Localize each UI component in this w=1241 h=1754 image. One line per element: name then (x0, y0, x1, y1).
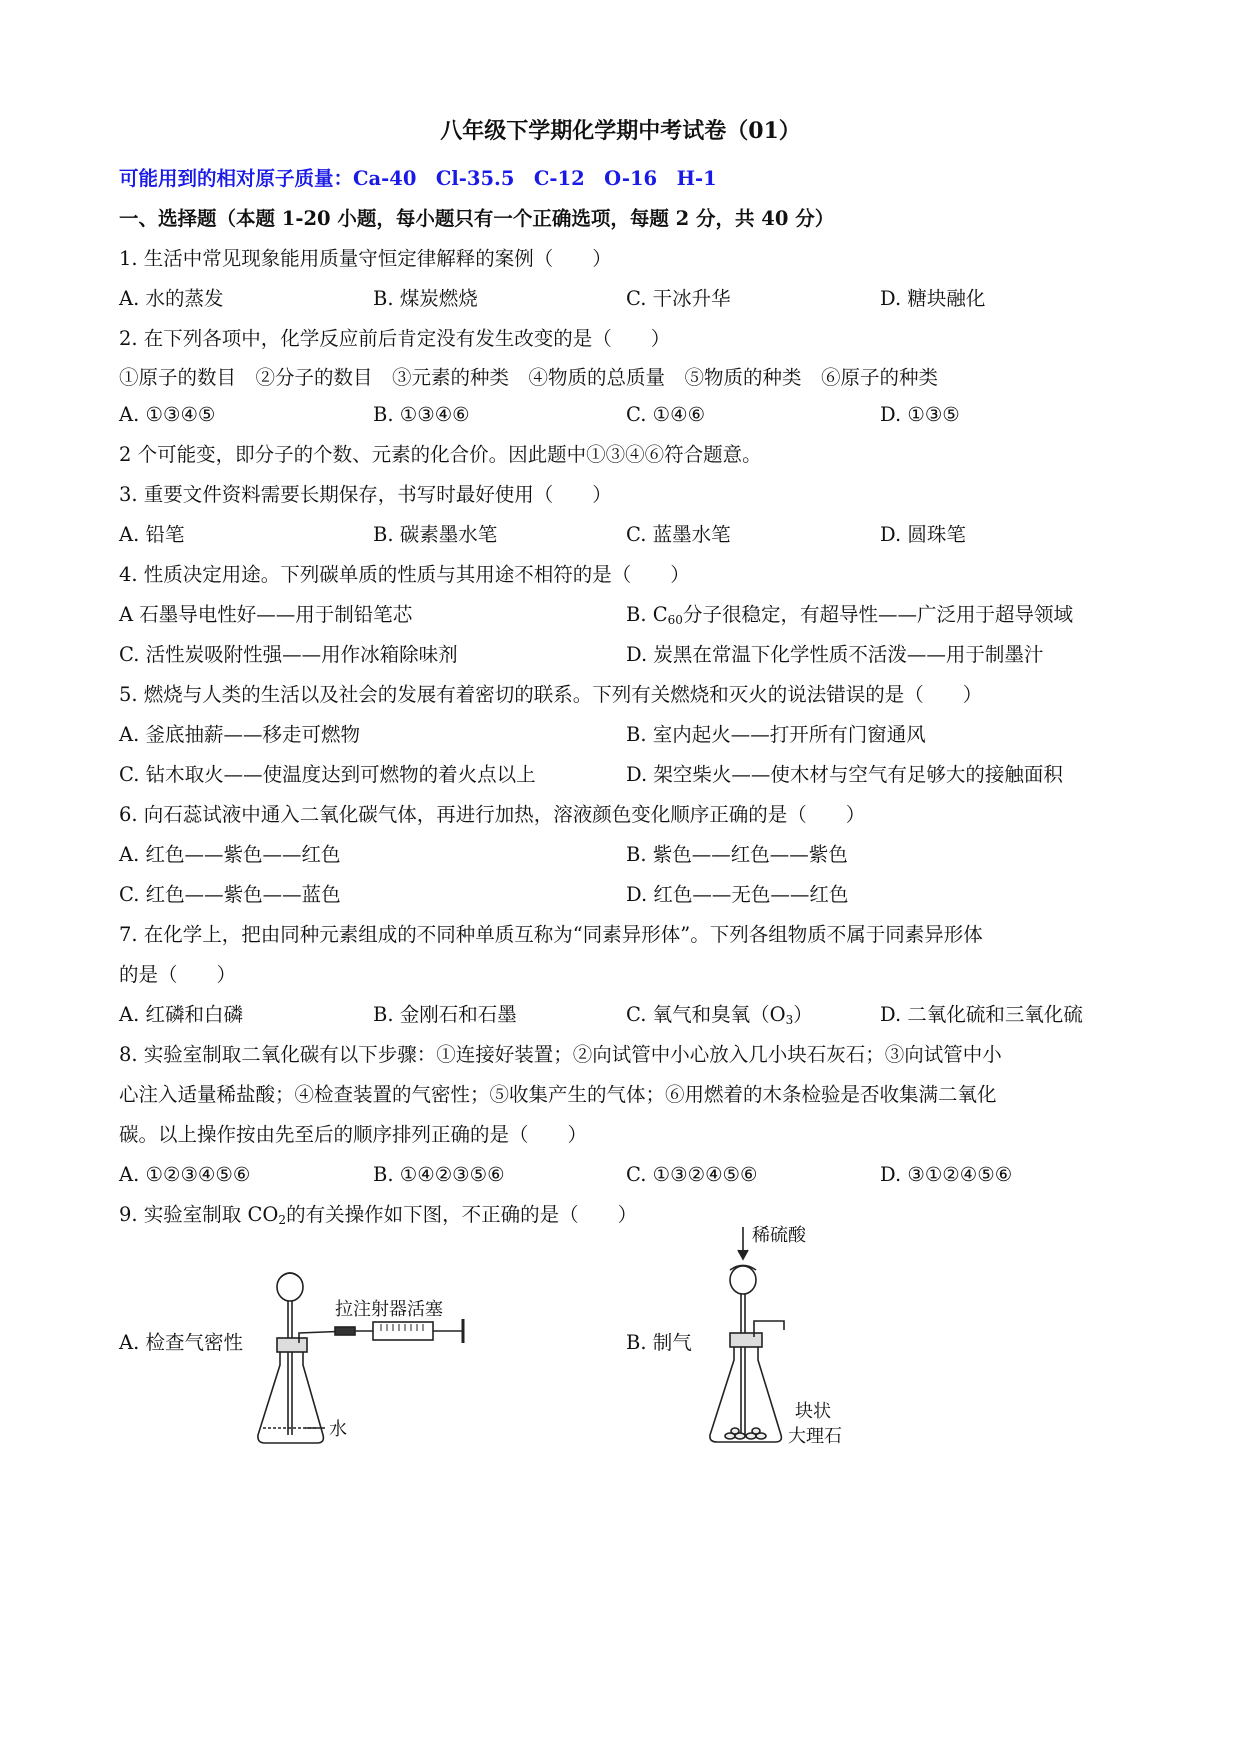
label-pull-syringe: 拉注射器活塞 (335, 1299, 443, 1320)
q2-option-c: C. ①④⑥ (626, 403, 706, 426)
q9-stem-suffix: 的有关操作如下图，不正确的是（ ） (286, 1203, 638, 1226)
q4-option-d: D. 炭黑在常温下化学性质不活泼——用于制墨汁 (626, 643, 1044, 666)
question-4-stem: 4. 性质决定用途。下列碳单质的性质与其用途不相符的是（ ） (119, 563, 690, 586)
q6-option-c: C. 红色——紫色——蓝色 (119, 883, 341, 906)
question-6-stem: 6. 向石蕊试液中通入二氧化碳气体，再进行加热，溶液颜色变化顺序正确的是（ ） (119, 803, 866, 826)
rubber-stopper (277, 1338, 307, 1352)
question-3-stem: 3. 重要文件资料需要长期保存，书写时最好使用（ ） (119, 483, 612, 506)
q4-option-b-prefix: B. C (626, 603, 668, 626)
q7-option-c-prefix: C. 氧气和臭氧（O (626, 1003, 786, 1026)
conical-flask (258, 1352, 324, 1443)
q6-option-b: B. 紫色——红色——紫色 (626, 843, 848, 866)
question-9-stem (119, 1201, 637, 1234)
q7-option-c-subscript: 3 (785, 1013, 794, 1027)
q7-option-a: A. 红磷和白磷 (119, 1003, 243, 1026)
label-dilute-sulfuric-acid: 稀硫酸 (752, 1225, 806, 1246)
funnel-bulb (730, 1266, 756, 1294)
section-heading: 一、选择题（本题 1-20 小题，每小题只有一个正确选项，每题 2 分，共 40 分） (119, 207, 835, 230)
q3-option-c: C. 蓝墨水笔 (626, 523, 731, 546)
tube-connector (335, 1327, 355, 1335)
q5-option-c: C. 钻木取火——使温度达到可燃物的着火点以上 (119, 763, 536, 786)
q4-option-c: C. 活性炭吸附性强——用作冰箱除味剂 (119, 643, 458, 666)
q8-option-c: C. ①③②④⑤⑥ (626, 1163, 758, 1186)
figure-airtightness-check (255, 1265, 495, 1450)
question-7-stem-line1: 7. 在化学上，把由同种元素组成的不同种单质互称为“同素异形体”。下列各组物质不属于同素异形体 (119, 923, 983, 946)
q8-option-a: A. ①②③④⑤⑥ (119, 1163, 251, 1186)
q9-option-a: A. 检查气密性 (119, 1331, 243, 1354)
q4-option-b-text: 分子很稳定，有超导性——广泛用于超导领域 (682, 603, 1073, 626)
q2-option-b: B. ①③④⑥ (373, 403, 470, 426)
syringe-scale (381, 1324, 423, 1331)
q7-option-c-suffix: ） (793, 1003, 813, 1026)
question-8-stem-line2: 心注入适量稀盐酸；④检查装置的气密性；⑤收集产生的气体；⑥用燃着的木条检验是否收集满二氧化 (119, 1083, 997, 1106)
question-8-stem-line1: 8. 实验室制取二氧化碳有以下步骤：①连接好装置；②向试管中小心放入几小块石灰石；③向试管中小 (119, 1043, 1002, 1066)
syringe-barrel (373, 1322, 433, 1340)
question-8-stem-line3: 碳。以上操作按由先至后的顺序排列正确的是（ ） (119, 1123, 588, 1146)
q8-option-d: D. ③①②④⑤⑥ (880, 1163, 1013, 1186)
q7-option-b: B. 金刚石和石墨 (373, 1003, 517, 1026)
q6-option-a: A. 红色——紫色——红色 (119, 843, 341, 866)
q7-option-c (626, 1001, 813, 1034)
question-2-items: ①原子的数目 ②分子的数目 ③元素的种类 ④物质的总质量 ⑤物质的种类 ⑥原子的种类 (119, 366, 939, 389)
figure-gas-generation (700, 1225, 900, 1455)
rubber-stopper (730, 1333, 762, 1347)
label-water: 水 (329, 1419, 347, 1440)
question-2-note: 2 个可能变，即分子的个数、元素的化合价。因此题中①③④⑥符合题意。 (119, 443, 762, 466)
q5-option-a: A. 釜底抽薪——移走可燃物 (119, 723, 360, 746)
q7-option-d: D. 二氧化硫和三氧化硫 (880, 1003, 1083, 1026)
question-7-stem-line2: 的是（ ） (119, 963, 237, 986)
q3-option-d: D. 圆珠笔 (880, 523, 966, 546)
question-2-stem: 2. 在下列各项中，化学反应前后肯定没有发生改变的是（ ） (119, 327, 671, 350)
q1-option-a: A. 水的蒸发 (119, 287, 224, 310)
q1-option-c: C. 干冰升华 (626, 287, 731, 310)
q4-option-b-subscript: 60 (667, 613, 683, 627)
q4-option-a: A 石墨导电性好——用于制铅笔芯 (119, 603, 413, 626)
q2-option-a: A. ①③④⑤ (119, 403, 216, 426)
question-1-stem: 1. 生活中常见现象能用质量守恒定律解释的案例（ ） (119, 247, 612, 270)
q5-option-d: D. 架空柴火——使木材与空气有足够大的接触面积 (626, 763, 1063, 786)
q9-stem-subscript: 2 (278, 1213, 287, 1227)
q1-option-b: B. 煤炭燃烧 (373, 287, 478, 310)
q9-option-b: B. 制气 (626, 1331, 692, 1354)
q1-option-d: D. 糖块融化 (880, 287, 986, 310)
q8-option-b: B. ①④②③⑤⑥ (373, 1163, 505, 1186)
funnel-cup (281, 1273, 299, 1277)
q9-stem-prefix: 9. 实验室制取 CO (119, 1203, 279, 1226)
exam-title: 八年级下学期化学期中考试卷（01） (440, 118, 801, 144)
q5-option-b: B. 室内起火——打开所有门窗通风 (626, 723, 926, 746)
label-lump: 块状 (795, 1401, 831, 1422)
funnel-bulb (277, 1273, 303, 1301)
question-5-stem: 5. 燃烧与人类的生活以及社会的发展有着密切的联系。下列有关燃烧和灭火的说法错误的是（ ） (119, 683, 983, 706)
q6-option-d: D. 红色——无色——红色 (626, 883, 849, 906)
q3-option-a: A. 铅笔 (119, 523, 185, 546)
atomic-masses: 可能用到的相对原子质量：Ca-40 Cl-35.5 C-12 O-16 H-1 (119, 167, 717, 190)
q4-option-b (626, 601, 1073, 634)
q2-option-d: D. ①③⑤ (880, 403, 960, 426)
q3-option-b: B. 碳素墨水笔 (373, 523, 498, 546)
label-marble: 大理石 (788, 1426, 842, 1447)
